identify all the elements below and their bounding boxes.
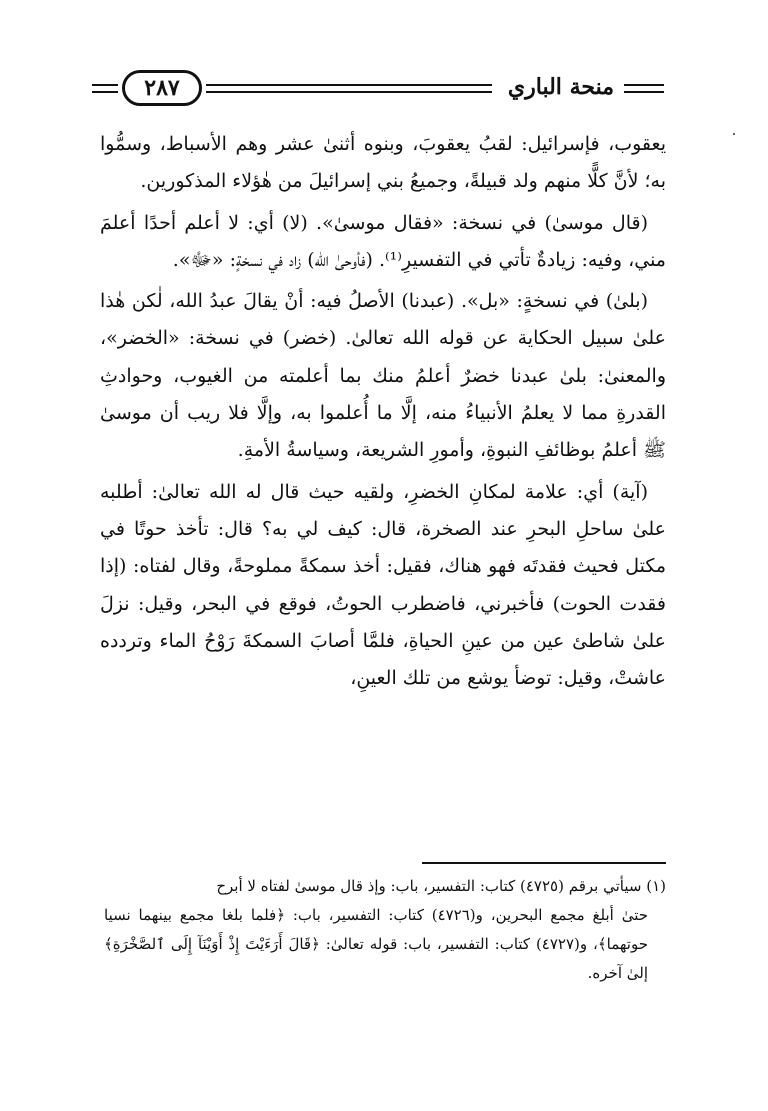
main-text bbox=[100, 126, 666, 697]
paragraph: يعقوب، فإسرائيل: لقبُ يعقوبَ، وبنوه أثنىٰ عشر وهم الأسباط، وسمُّوا به؛ لأنَّ كلًّا منهم ولد قبيلةً، وجميعُ بني إسرائيلَ من هٰؤلاء المذكورين. bbox=[100, 133, 666, 193]
paragraph: (قال موسىٰ) في نسخة: «فقال موسىٰ». (لا) أي: لا أعلم أحدًا أعلمَ مني، وفيه: زيادةٌ تأتي في التفسيرِ⁽¹⁾. (فأوحىٰ الله) زاد في نسخةٍ: «ﷻ». bbox=[100, 211, 666, 271]
footnote-line: (١) سيأتي برقم (٤٧٢٥) كتاب: التفسير، باب: وإذ قال موسىٰ لفتاه لا أبرح bbox=[216, 877, 666, 895]
header-rule-middle bbox=[206, 84, 492, 93]
paragraph: (آية) أي: علامة لمكانِ الخضرِ، ولقيه حيث قال له الله تعالىٰ: أطلبه علىٰ ساحلِ البحرِ عند الصخرة، قال: كيف لي به؟ قال: تأخذ حوتًا في مكتل فحيث فقدتَه فهو هناك، فقيل: أخذ سمكةً مملوحةً، وقال لفتاه: (إذا فقدت الحوت) فأخبرني، فاضطرب الحوتُ، فوقع في البحر، وقيل: نزلَ علىٰ شاطئ عين من عينِ الحياةِ، فلمَّا أصابَ السمكةَ رَوْحُ الماء وتردده عاشتْ، وقيل: توضأ يوشع من تلك العينِ، bbox=[100, 480, 666, 690]
footnote-separator bbox=[422, 862, 666, 864]
page-number: ٢٨٧ bbox=[144, 75, 180, 101]
book-title: منحة الباري bbox=[507, 74, 614, 100]
header-rule-left bbox=[92, 84, 118, 93]
header-rule-right bbox=[624, 84, 664, 93]
paragraph: (بلىٰ) في نسخةٍ: «بل». (عبدنا) الأصلُ فيه: أنْ يقالَ عبدُ الله، لٰكن هٰذا علىٰ سبيل الحكاية عن قوله الله تعالىٰ. (خضر) في نسخة: «الخضر»، والمعنىٰ: بلىٰ عبدنا خضرٌ أعلمُ منك بما أعلمته من الغيوب، وحوادثِ القدرةِ مما لا يعلمُ الأنبياءُ منه، إلَّا ما أُعلموا به، وإلَّا فلا ريب أن موسىٰ ﷺ أعلمُ بوظائفِ النبوةِ، وأمورِ الشريعة، وسياسةُ الأمةِ. bbox=[100, 290, 666, 462]
margin-mark bbox=[733, 133, 735, 135]
footnotes bbox=[104, 872, 666, 988]
page-number-badge bbox=[122, 70, 202, 106]
footnote-line: حتىٰ أبلغ مجمع البحرين، و(٤٧٢٦) كتاب: التفسير، باب: ﴿فلما بلغا مجمع بينهما نسيا حوتهما﴾، و(٤٧٢٧) كتاب: التفسير، باب: قوله تعالىٰ: ﴿قَالَ أَرَءَيْتَ إِذْ أَوَيْنَآ إِلَى ٱلصَّخْرَةِ﴾ إلىٰ آخره. bbox=[104, 906, 648, 982]
running-header bbox=[92, 70, 664, 110]
